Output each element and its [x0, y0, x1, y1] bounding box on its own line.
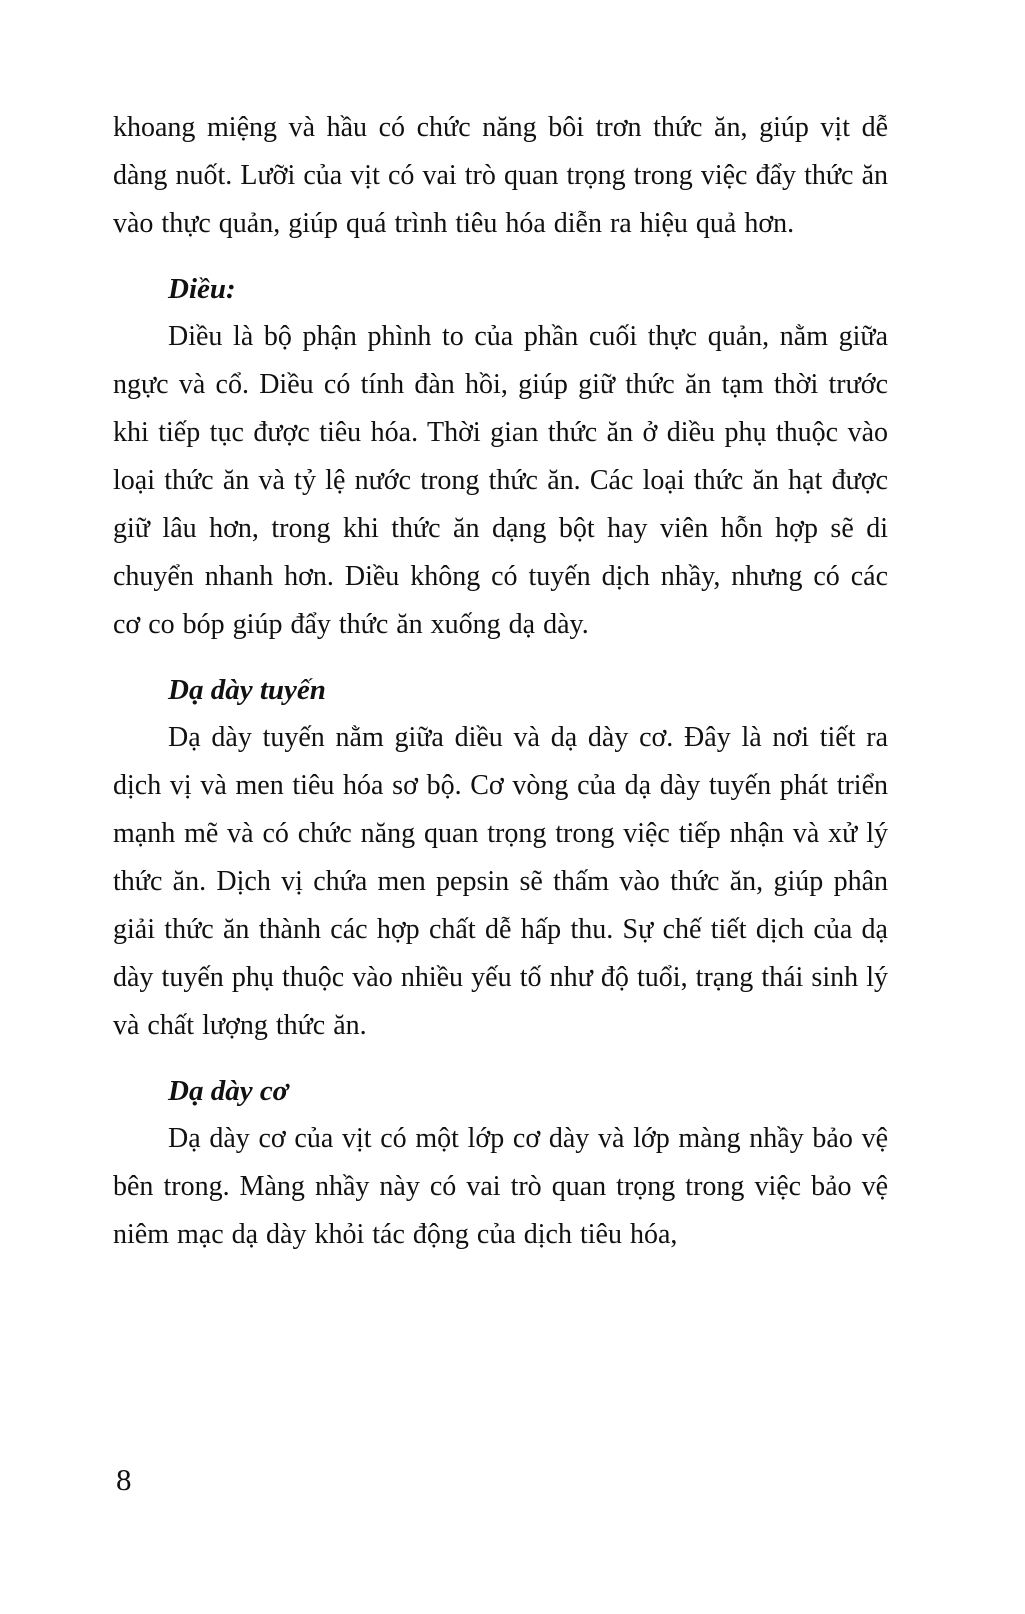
section-heading-da-day-co: Dạ dày cơ [168, 1075, 289, 1107]
paragraph-dieu: Diều là bộ phận phình to của phần cuối thực quản, nằm giữa ngực và cổ. Diều có tính đàn hồi, giúp giữ thức ăn tạm thời trước khi tiếp tục được tiêu hóa. Thời gian thức ăn ở diều phụ thuộc vào loại thức ăn và tỷ lệ nước trong thức ăn. Các loại thức ăn hạt được giữ lâu hơn, trong khi thức ăn dạng bột hay viên hỗn hợp sẽ di chuyển nhanh hơn. Diều không có tuyến dịch nhầy, nhưng có các cơ co bóp giúp đẩy thức ăn xuống dạ dày. [113, 321, 888, 640]
paragraph-da-day-co: Dạ dày cơ của vịt có một lớp cơ dày và lớp màng nhầy bảo vệ bên trong. Màng nhầy này có vai trò quan trọng trong việc bảo vệ niêm mạc dạ dày khỏi tác động của dịch tiêu hóa, [113, 1123, 888, 1250]
page-number: 8 [116, 1462, 132, 1497]
paragraph-continuation: khoang miệng và hầu có chức năng bôi trơn thức ăn, giúp vịt dễ dàng nuốt. Lưỡi của vịt có vai trò quan trọng trong việc đẩy thức ăn vào thực quản, giúp quá trình tiêu hóa diễn ra hiệu quả hơn. [113, 112, 888, 239]
section-heading-dieu: Diều: [168, 273, 236, 305]
paragraph-da-day-tuyen: Dạ dày tuyến nằm giữa diều và dạ dày cơ. Đây là nơi tiết ra dịch vị và men tiêu hóa sơ bộ. Cơ vòng của dạ dày tuyến phát triển mạnh mẽ và có chức năng quan trọng trong việc tiếp nhận và xử lý thức ăn. Dịch vị chứa men pepsin sẽ thấm vào thức ăn, giúp phân giải thức ăn thành các hợp chất dễ hấp thu. Sự chế tiết dịch của dạ dày tuyến phụ thuộc vào nhiều yếu tố như độ tuổi, trạng thái sinh lý và chất lượng thức ăn. [113, 722, 888, 1041]
text-column [113, 104, 888, 1259]
section-heading-da-day-tuyen: Dạ dày tuyến [168, 674, 326, 706]
